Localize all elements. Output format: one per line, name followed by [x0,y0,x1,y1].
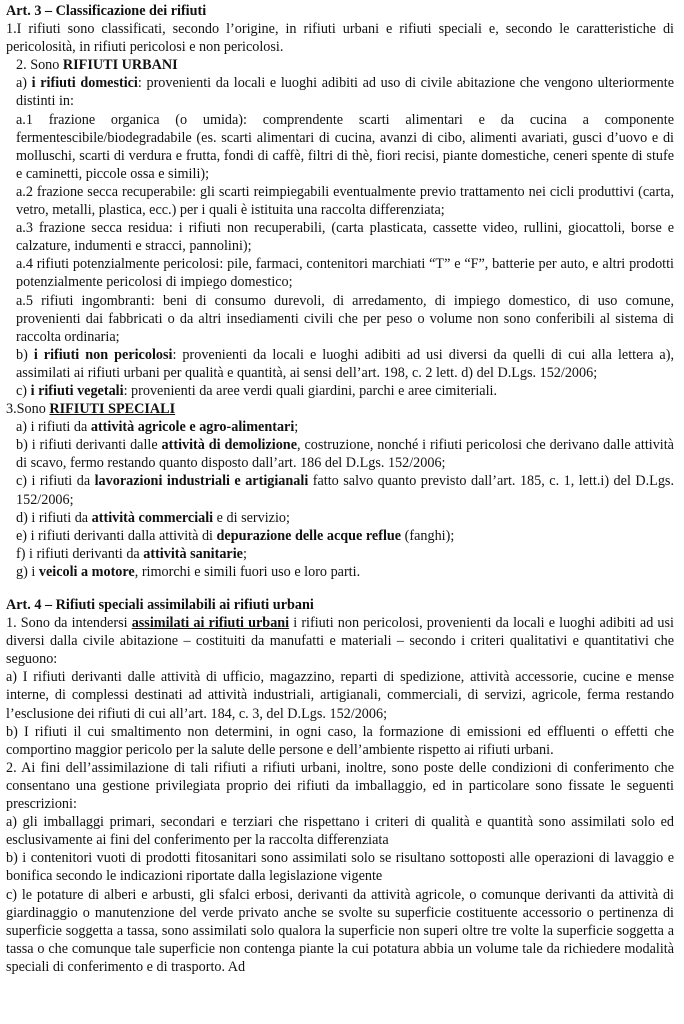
speciali-item-b: b) i rifiuti derivanti dalle attività di demolizione, costruzione, nonché i rifiuti pericolosi che derivano dalle attività di scavo, fermo restando quanto disposto dall’art. 186 del D.Lgs. 152/2006; [16,437,674,472]
art4-title: Art. 4 – Rifiuti speciali assimilabili ai rifiuti urbani [6,597,314,613]
art4-item-b: b) I rifiuti il cui smaltimento non determini, in ogni caso, la formazione di emissioni ed effluenti o effetti che comportino maggior pericolo per la salute delle persone e dell’ambiente rispetto ai rifiuti urbani. [6,723,674,758]
art3-item-a1: a.1 frazione organica (o umida): comprendente scarti alimentari e da cucina a componente fermentescibile/biodegradabile (es. scarti alimentari di cucina, avanzi di cibo, alimenti avariati, gusci d’uovo e di molluschi, scarti di verdura e frutta, fondi di caffè, filtri di thè, fiori recisi, piante domestiche, ceneri spente di stufe e caminetti, piccole ossa e simili); [16,111,674,182]
rifiuti-domestici-label: i rifiuti domestici [31,75,138,92]
art3-paragraph-3: 3.Sono RIFIUTI SPECIALI [6,401,176,418]
art4-paragraph-1: 1. Sono da intendersi assimilati ai rifiuti urbani i rifiuti non pericolosi, provenienti da locali e luoghi adibiti ad usi diversi dalla civile abitazione – costituiti da manufatti e materiali – secondo i criteri qualitativi e quantitativi che seguono: [6,615,674,668]
rifiuti-speciali-label: RIFIUTI SPECIALI [49,401,176,418]
art3-paragraph-2: 2. Sono RIFIUTI URBANI [16,57,178,74]
art4-p2-item-a: a) gli imballaggi primari, secondari e terziari che rispettano i criteri di qualità e quantità sono assimilati solo ed esclusivamente ai fini del conferimento per la raccolta differenziata [6,814,674,849]
speciali-item-d: d) i rifiuti da attività commerciali e di servizio; [16,509,290,526]
rifiuti-vegetali-label: i rifiuti vegetali [30,382,124,399]
speciali-item-c: c) i rifiuti da lavorazioni industriali e artigianali fatto salvo quanto previsto dall’art. 185, c. 1, lett.i) del D.Lgs. 152/2006; [16,473,674,508]
assimilati-label: assimilati ai rifiuti urbani [131,615,290,632]
art3-paragraph-1: 1.I rifiuti sono classificati, secondo l’origine, in rifiuti urbani e rifiuti speciali e, secondo le caratteristiche di pericolosità, in rifiuti pericolosi e non pericolosi. [6,21,674,56]
art4-p2-item-c: c) le potature di alberi e arbusti, gli sfalci erbosi, derivanti da attività agricole, o comunque derivanti da attività di giardinaggio o manutenzione del verde privato anche se svolte su superficie costituente accessorio o pertinenza di superficie soggetta a tassa, sono assimilati solo qualora la superficie non superi oltre tre volte la superficie soggetta a tassa o che comunque tale superficie non contenga piante la cui potatura abbia un volume tale da richiedere modalità speciali di conferimento e di trasporto. Ad [6,886,674,975]
rifiuti-urbani-label: RIFIUTI URBANI [62,57,178,74]
art3-item-a4: a.4 rifiuti potenzialmente pericolosi: pile, farmaci, contenitori marchiati “T” e “F”, batterie per auto, e altri prodotti potenzialmente pericolosi di impiego domestico; [16,256,674,291]
art4-paragraph-2: 2. Ai fini dell’assimilazione di tali rifiuti a rifiuti urbani, inoltre, sono poste delle condizioni di conferimento che consentano una gestione privilegiata proprio dei rifiuti da imballaggio, ed in particolare sono fissate le seguenti prescrizioni: [6,759,674,813]
speciali-item-g: g) i veicoli a motore, rimorchi e simili fuori uso e loro parti. [16,563,361,580]
rifiuti-non-pericolosi-label: i rifiuti non pericolosi [33,346,173,363]
art3-item-c: c) i rifiuti vegetali: provenienti da aree verdi quali giardini, parchi e aree cimiteriali. [16,382,497,399]
art4-p2-item-b: b) i contenitori vuoti di prodotti fitosanitari sono assimilati solo se risultano sottoposti alle operazioni di lavaggio e bonifica secondo le indicazioni riportate dalla legislazione vigente [6,850,674,885]
speciali-item-a: a) i rifiuti da attività agricole e agro-alimentari; [16,419,299,436]
art3-item-a2: a.2 frazione secca recuperabile: gli scarti reimpiegabili eventualmente previo trattamento nei cicli produttivi (carta, vetro, metalli, plastica, ecc.) per i quali è istituita una raccolta differenziata; [16,183,674,219]
art3-item-b: b) i rifiuti non pericolosi: provenienti da locali e luoghi adibiti ad usi diversi da quelli di cui alla lettera a), assimilati ai rifiuti urbani per qualità e quantità, ai sensi dell’art. 198, c. 2 lett. d) del D.Lgs. 152/2006; [16,346,674,381]
art3-item-a5: a.5 rifiuti ingombranti: beni di consumo durevoli, di arredamento, di impiego domestico, di uso comune, provenienti dai fabbricati o da altri insediamenti civili che per peso o volume non sono conferibili al sistema di raccolta ordinaria; [16,292,674,345]
speciali-item-e: e) i rifiuti derivanti dalla attività di depurazione delle acque reflue (fanghi); [16,527,455,544]
art3-title: Art. 3 – Classificazione dei rifiuti [6,3,207,19]
art3-item-a3: a.3 frazione secca residua: i rifiuti non recuperabili, (carta plasticata, cassette video, rullini, giocattoli, borse e calzature, indumenti e stracci, pannolini); [16,220,674,255]
speciali-item-f: f) i rifiuti derivanti da attività sanitarie; [16,545,247,562]
art3-item-a: a) i rifiuti domestici: provenienti da locali e luoghi adibiti ad uso di civile abitazione che vengono ulteriormente distinti in: [16,75,675,110]
art4-item-a: a) I rifiuti derivanti dalle attività di ufficio, magazzino, reparti di spedizione, attività accessorie, cucine e mense interne, di complessi destinati ad attività industriali, artigianali, commerciali, di servizi, agricole, ferma restando l’esclusione dei rifiuti di cui all’art. 184, c. 3, del D.Lgs. 152/2006; [6,669,674,722]
